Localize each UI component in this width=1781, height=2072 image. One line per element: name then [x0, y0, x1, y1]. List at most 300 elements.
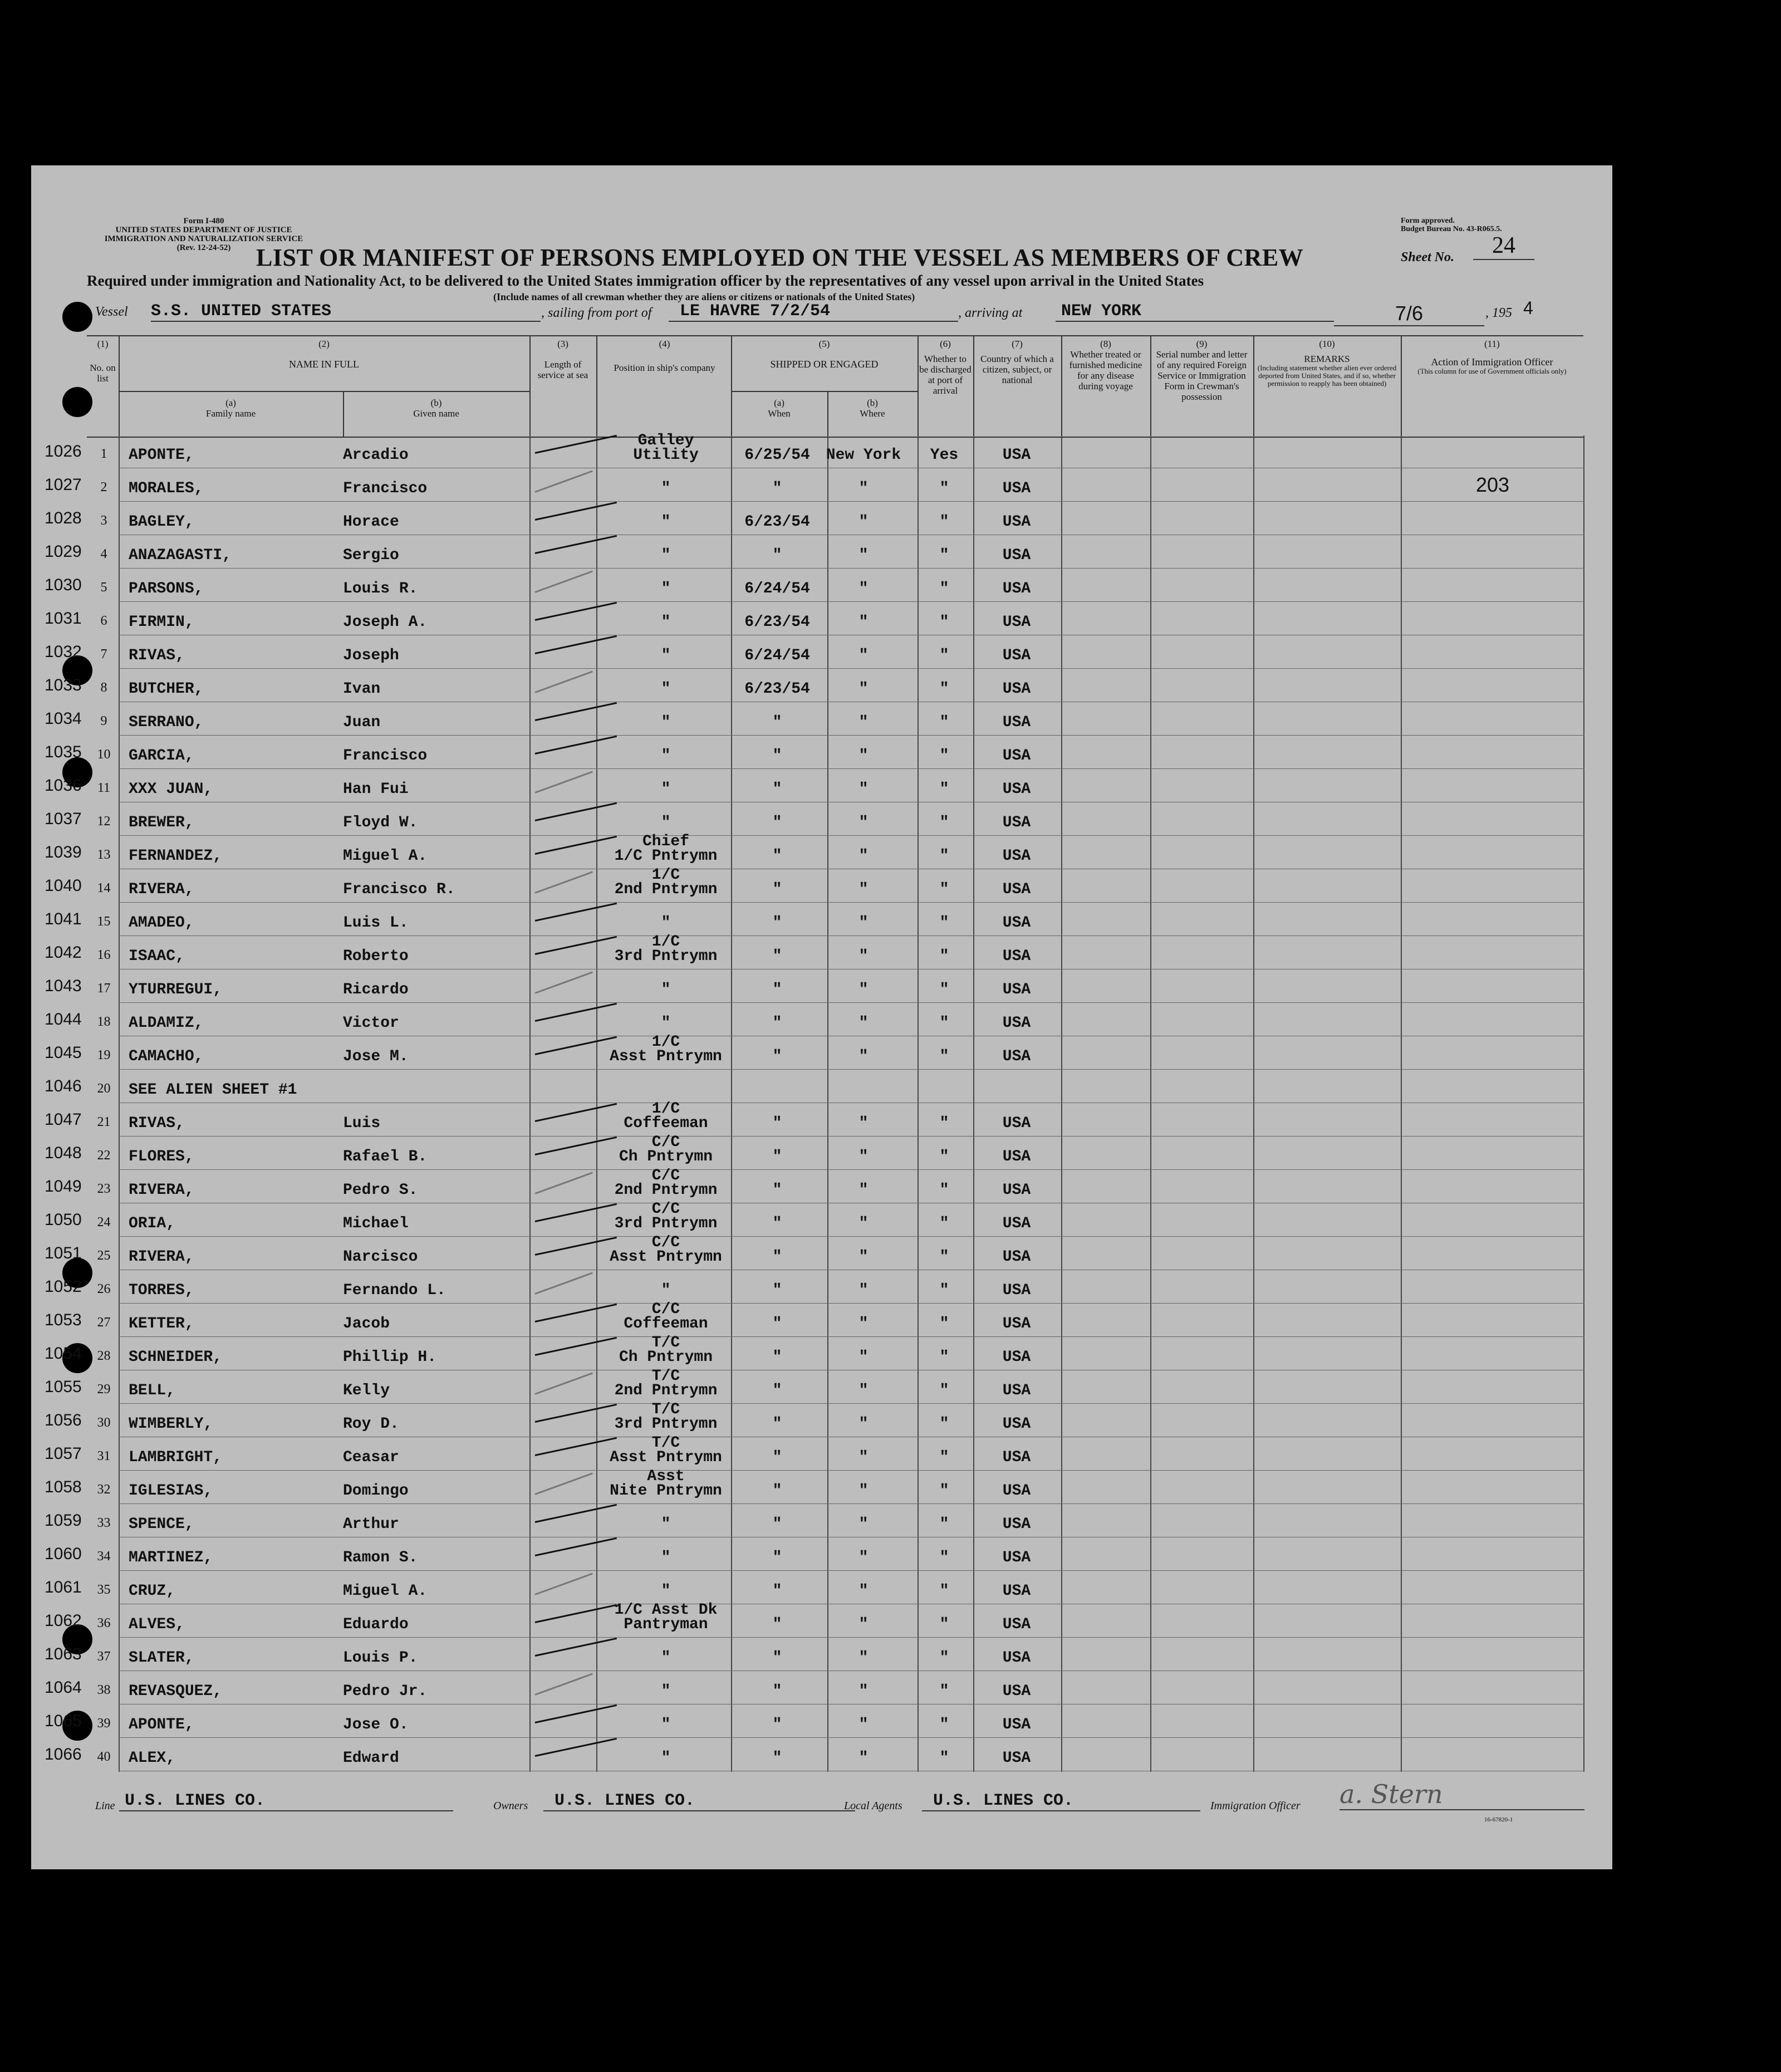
- cell-given: Eduardo: [343, 1616, 409, 1633]
- cell-dis: ": [939, 1649, 949, 1667]
- cell-family: TORRES,: [129, 1282, 194, 1299]
- vessel-name: S.S. UNITED STATES: [151, 302, 541, 322]
- cell-dis: ": [939, 480, 949, 497]
- service-check-mark: [534, 971, 592, 993]
- cell-position-line2: ": [661, 547, 671, 564]
- pencil-list-number: 1048: [45, 1144, 82, 1162]
- cell-position-line2: ": [661, 1649, 671, 1667]
- cell-family: APONTE,: [129, 1716, 194, 1733]
- cell-when: ": [772, 981, 782, 998]
- pencil-list-number: 1062: [45, 1611, 82, 1630]
- cell-position-line1: Chief: [642, 833, 689, 850]
- cell-country: USA: [1002, 1616, 1031, 1633]
- pencil-list-number: 1045: [45, 1044, 82, 1062]
- cell-dis: ": [939, 981, 949, 998]
- row-number: 19: [97, 1048, 111, 1062]
- table-row: [31, 432, 1612, 469]
- table-row: [31, 1334, 1612, 1371]
- cell-country: USA: [1002, 881, 1031, 898]
- row-rule: [119, 1169, 1584, 1170]
- col11-header: Action of Immigration Officer: [1431, 356, 1553, 368]
- cell-given: Kelly: [343, 1382, 390, 1399]
- col4-header: Position in ship's company: [614, 363, 715, 373]
- pencil-list-number: 1050: [45, 1211, 82, 1229]
- table-row: [31, 970, 1612, 1003]
- cell-position-line2: ": [661, 1282, 671, 1299]
- cell-family: RIVERA,: [129, 881, 194, 898]
- row-number: 23: [97, 1182, 111, 1196]
- cell-where: ": [858, 680, 869, 698]
- cell-family: FERNANDEZ,: [129, 848, 223, 865]
- pencil-list-number: 1029: [45, 542, 82, 561]
- cell-position-line2: ": [661, 1683, 671, 1700]
- pencil-list-number: 1043: [45, 977, 82, 995]
- cell-country: USA: [1002, 948, 1031, 965]
- cell-where: ": [858, 848, 869, 865]
- table-row: [31, 1100, 1612, 1137]
- table-row: [31, 803, 1612, 836]
- row-number: 34: [97, 1549, 111, 1564]
- table-row: [31, 1167, 1612, 1204]
- pencil-list-number: 1047: [45, 1110, 82, 1129]
- cell-family: XXX JUAN,: [129, 781, 213, 798]
- table-row: [31, 536, 1612, 569]
- row-number: 4: [100, 547, 107, 561]
- cell-position-line2: ": [661, 914, 671, 932]
- cell-position-line1: 1/C Asst Dk: [614, 1601, 718, 1619]
- cell-dis: ": [939, 1616, 949, 1633]
- cell-country: USA: [1002, 480, 1031, 497]
- col7-header: Country of which a citizen, subject, or national: [980, 354, 1054, 385]
- pencil-list-number: 1044: [45, 1010, 82, 1028]
- cell-given: Jacob: [343, 1315, 390, 1333]
- cell-family: ANAZAGASTI,: [129, 547, 232, 564]
- row-rule: [119, 1069, 1584, 1070]
- cell-given: Narcisco: [343, 1248, 418, 1266]
- cell-country: USA: [1002, 614, 1031, 631]
- cell-family: FIRMIN,: [129, 614, 194, 631]
- cell-country: USA: [1002, 914, 1031, 932]
- table-row: [31, 669, 1612, 703]
- cell-position-line2: ": [661, 1516, 671, 1533]
- cell-where: ": [858, 1549, 869, 1566]
- cell-dis: ": [939, 1415, 949, 1433]
- pencil-list-number: 1058: [45, 1478, 82, 1496]
- row-number: 40: [97, 1750, 111, 1764]
- row-number: 16: [97, 948, 111, 962]
- col4-number: (4): [659, 339, 670, 349]
- cell-given: Luis L.: [343, 914, 409, 932]
- cell-given: Michael: [343, 1215, 409, 1232]
- cell-given: Jose M.: [343, 1048, 409, 1065]
- cell-when: 6/24/54: [744, 647, 810, 664]
- row-rule: [119, 935, 1584, 936]
- cell-when: ": [772, 914, 782, 932]
- cell-position-line2: Asst Pntrymn: [610, 1449, 722, 1466]
- pencil-list-number: 1046: [45, 1077, 82, 1095]
- cell-when: 6/23/54: [744, 513, 810, 531]
- col11-subheader: (This column for use of Government officials only): [1417, 367, 1567, 375]
- col6-header: Whether to be discharged at port of arrival: [919, 354, 972, 396]
- crew-table: [31, 432, 1612, 1774]
- row-rule: [119, 568, 1584, 569]
- cell-dis: ": [939, 1115, 949, 1132]
- table-row: [31, 1134, 1612, 1170]
- cell-position-line2: ": [661, 747, 671, 765]
- pencil-list-number: 1061: [45, 1578, 82, 1596]
- cell-position-line2: ": [661, 680, 671, 698]
- cell-where: ": [858, 948, 869, 965]
- cell-dis: Yes: [930, 447, 959, 464]
- cell-given: Pedro Jr.: [343, 1683, 428, 1700]
- cell-given: Jose O.: [343, 1716, 409, 1733]
- row-rule: [119, 601, 1584, 602]
- table-row: [31, 866, 1612, 903]
- sheet-label: Sheet No.: [1401, 250, 1454, 264]
- row-rule: [119, 1403, 1584, 1404]
- col6-number: (6): [940, 339, 951, 349]
- cell-position-line2: 3rd Pntrymn: [614, 1415, 718, 1433]
- row-rule: [119, 768, 1584, 769]
- cell-when: ": [772, 1382, 782, 1399]
- port-to: NEW YORK: [1056, 302, 1334, 322]
- cell-where: ": [858, 580, 869, 597]
- cell-dis: ": [939, 1449, 949, 1466]
- row-rule: [119, 1570, 1584, 1571]
- col9-header: Serial number and letter of any required Foreign Service or Immigration Form in Crewman's possession: [1156, 349, 1248, 402]
- cell-family: YTURREGUI,: [129, 981, 223, 998]
- cell-dis: ": [939, 714, 949, 731]
- cell-country: USA: [1002, 1415, 1031, 1433]
- cell-where: ": [858, 647, 869, 664]
- revision: (Rev. 12-24-52): [176, 243, 231, 252]
- cell-position-line2: 2nd Pntrymn: [614, 1382, 718, 1399]
- cell-where: ": [858, 1048, 869, 1065]
- cell-position-line2: Coffeeman: [624, 1115, 708, 1132]
- cell-family: ALVES,: [129, 1616, 185, 1633]
- vessel-label: Vessel: [95, 305, 128, 319]
- cell-dis: ": [939, 1382, 949, 1399]
- cell-dis: ": [939, 1750, 949, 1767]
- cell-country: USA: [1002, 781, 1031, 798]
- pencil-list-number: 1039: [45, 843, 82, 861]
- col5b-header: Where: [860, 408, 885, 419]
- cell-country: USA: [1002, 1482, 1031, 1500]
- cell-dis: ": [939, 614, 949, 631]
- cell-where: ": [858, 981, 869, 998]
- cell-country: USA: [1002, 714, 1031, 731]
- cell-position-line2: 3rd Pntrymn: [614, 948, 718, 965]
- col10-number: (10): [1319, 339, 1335, 349]
- cell-country: USA: [1002, 647, 1031, 664]
- col5-number: (5): [818, 339, 830, 349]
- pencil-list-number: 1056: [45, 1411, 82, 1429]
- row-rule: [119, 1637, 1584, 1638]
- row-number: 6: [100, 614, 107, 628]
- cell-given: Rafael B.: [343, 1148, 428, 1165]
- cell-where: ": [858, 714, 869, 731]
- row-number: 37: [97, 1649, 111, 1664]
- col1-header: No. on list: [90, 363, 116, 384]
- col7-number: (7): [1012, 339, 1023, 349]
- cell-when: ": [772, 1750, 782, 1767]
- cell-when: ": [772, 1048, 782, 1065]
- cell-dis: ": [939, 1516, 949, 1533]
- table-row: [31, 1271, 1612, 1304]
- cell-family: PARSONS,: [129, 580, 204, 597]
- pencil-list-number: 1053: [45, 1311, 82, 1329]
- table-row: [31, 1505, 1612, 1538]
- table-row: [31, 1571, 1612, 1605]
- budget-bureau: Budget Bureau No. 43-R065.5.: [1401, 225, 1502, 233]
- cell-when: ": [772, 1148, 782, 1165]
- cell-country: USA: [1002, 1315, 1031, 1333]
- cell-dis: ": [939, 1048, 949, 1065]
- table-row: [31, 1033, 1612, 1070]
- col2b-header: Given name: [413, 408, 459, 419]
- cell-dis: ": [939, 1315, 949, 1333]
- cell-country: USA: [1002, 1750, 1031, 1767]
- cell-family: SERRANO,: [129, 714, 204, 731]
- pencil-list-number: 1051: [45, 1244, 82, 1262]
- cell-family: IGLESIAS,: [129, 1482, 213, 1500]
- cell-when: ": [772, 1315, 782, 1333]
- cell-dis: ": [939, 580, 949, 597]
- punch-hole: [62, 302, 92, 332]
- cell-where: ": [858, 881, 869, 898]
- cell-country: USA: [1002, 680, 1031, 698]
- arriving-label: , arriving at: [958, 306, 1023, 320]
- cell-given: Louis R.: [343, 580, 418, 597]
- cell-when: ": [772, 1549, 782, 1566]
- row-rule: [119, 835, 1584, 836]
- row-number: 1: [100, 447, 107, 461]
- table-row: [31, 833, 1612, 870]
- cell-country: USA: [1002, 1215, 1031, 1232]
- cell-family: ALEX,: [129, 1750, 176, 1767]
- cell-where: ": [858, 1516, 869, 1533]
- cell-family: MORALES,: [129, 480, 204, 497]
- cell-position-line1: T/C: [651, 1434, 680, 1452]
- pencil-list-number: 1049: [45, 1177, 82, 1196]
- pencil-list-number: 1040: [45, 876, 82, 895]
- table-row: [31, 1468, 1612, 1505]
- pencil-list-number: 1033: [45, 676, 82, 694]
- cell-when: ": [772, 1015, 782, 1032]
- cell-when: ": [772, 781, 782, 798]
- pencil-list-number: 1036: [45, 776, 82, 795]
- col2-number: (2): [318, 339, 330, 349]
- row-number: 7: [100, 647, 107, 662]
- cell-where: ": [858, 1683, 869, 1700]
- form-number: Form I-480: [183, 217, 224, 226]
- row-rule: [119, 1737, 1584, 1738]
- table-row: [31, 736, 1612, 770]
- cell-dis: ": [939, 1015, 949, 1032]
- service-check-mark: [534, 1272, 592, 1294]
- cell-when: ": [772, 1215, 782, 1232]
- pencil-list-number: 1064: [45, 1678, 82, 1697]
- cell-where: ": [858, 781, 869, 798]
- subtitle: Required under immigration and Nationality Act, to be delivered to the United States immigration officer by the representatives of any vessel upon arrival in the United States: [87, 272, 1204, 289]
- row-rule: [119, 1002, 1584, 1003]
- table-row: [31, 1538, 1612, 1571]
- table-row: [31, 1201, 1612, 1237]
- cell-country: USA: [1002, 1115, 1031, 1132]
- cell-when: ": [772, 1616, 782, 1633]
- cell-given: Francisco R.: [343, 881, 455, 898]
- row-rule: [119, 735, 1584, 736]
- cell-family: KETTER,: [129, 1315, 194, 1333]
- cell-family: SEE ALIEN SHEET #1: [129, 1081, 297, 1099]
- cell-position-line1: C/C: [651, 1301, 680, 1318]
- cell-given: Sergio: [343, 547, 399, 564]
- cell-country: USA: [1002, 1248, 1031, 1266]
- cell-position-line2: ": [661, 981, 671, 998]
- cell-position-line2: Utility: [633, 447, 699, 464]
- col5a-header: When: [768, 408, 791, 419]
- col5-header: SHIPPED OR ENGAGED: [770, 359, 879, 370]
- pencil-list-number: 1059: [45, 1511, 82, 1530]
- cell-family: REVASQUEZ,: [129, 1683, 223, 1700]
- cell-position-line2: Pantryman: [624, 1616, 708, 1633]
- cell-country: USA: [1002, 1583, 1031, 1600]
- row-number: 14: [97, 881, 111, 895]
- table-row: [31, 703, 1612, 736]
- col10-subheader: (Including statement whether alien ever ordered deported from United States, and if so, whether permission to reapply has been obtained): [1257, 364, 1397, 388]
- cell-position-line2: ": [661, 480, 671, 497]
- cell-where: ": [858, 1616, 869, 1633]
- cell-position-line2: ": [661, 1716, 671, 1733]
- row-number: 21: [97, 1115, 111, 1129]
- cell-dis: ": [939, 1482, 949, 1500]
- cell-family: CRUZ,: [129, 1583, 176, 1600]
- cell-given: Floyd W.: [343, 814, 418, 831]
- table-row: [31, 1672, 1612, 1705]
- cell-family: BREWER,: [129, 814, 194, 831]
- row-rule: [119, 1236, 1584, 1237]
- service: IMMIGRATION AND NATURALIZATION SERVICE: [104, 234, 303, 243]
- cell-family: BAGLEY,: [129, 513, 194, 531]
- cell-country: USA: [1002, 1382, 1031, 1399]
- pencil-list-number: 1063: [45, 1645, 82, 1663]
- pencil-list-number: 1028: [45, 509, 82, 527]
- cell-where: New York: [826, 447, 901, 464]
- cell-where: ": [858, 547, 869, 564]
- row-number: 36: [97, 1616, 111, 1630]
- cell-dis: ": [939, 914, 949, 932]
- cell-position-line1: T/C: [651, 1401, 680, 1418]
- row-number: 35: [97, 1583, 111, 1597]
- form-code: 16-67820-1: [1484, 1816, 1513, 1823]
- row-rule: [119, 501, 1584, 502]
- cell-dis: ": [939, 747, 949, 765]
- cell-position-line2: 2nd Pntrymn: [614, 1182, 718, 1199]
- cell-position-line2: 2nd Pntrymn: [614, 881, 718, 898]
- cell-where: ": [858, 747, 869, 765]
- cell-where: ": [858, 1583, 869, 1600]
- pencil-list-number: 1065: [45, 1712, 82, 1730]
- cell-when: ": [772, 547, 782, 564]
- pencil-list-number: 1031: [45, 609, 82, 628]
- cell-when: ": [772, 714, 782, 731]
- row-rule: [119, 668, 1584, 669]
- cell-given: Roy D.: [343, 1415, 399, 1433]
- table-row: [31, 636, 1612, 669]
- cell-when: 6/23/54: [744, 614, 810, 631]
- port-from: LE HAVRE 7/2/54: [669, 302, 958, 322]
- line-value: U.S. LINES CO.: [119, 1791, 453, 1811]
- cell-family: ALDAMIZ,: [129, 1015, 204, 1032]
- cell-country: USA: [1002, 1349, 1031, 1366]
- service-check-mark: [534, 871, 592, 893]
- cell-when: 6/24/54: [744, 580, 810, 597]
- row-number: 15: [97, 914, 111, 929]
- cell-family: RIVERA,: [129, 1182, 194, 1199]
- cell-given: Edward: [343, 1750, 399, 1767]
- year-label: , 195: [1485, 306, 1512, 320]
- table-row: [31, 1368, 1612, 1404]
- cell-given: Horace: [343, 513, 399, 531]
- cell-dis: ": [939, 1148, 949, 1165]
- table-row: [31, 1234, 1612, 1271]
- cell-when: ": [772, 747, 782, 765]
- cell-position-line2: 1/C Pntrymn: [614, 848, 718, 865]
- cell-country: USA: [1002, 580, 1031, 597]
- cell-where: ": [858, 1382, 869, 1399]
- row-rule: [119, 1336, 1584, 1337]
- table-row: [31, 1705, 1612, 1738]
- row-number: 29: [97, 1382, 111, 1397]
- cell-position-line2: Asst Pntrymn: [610, 1048, 722, 1065]
- table-row: [31, 1070, 1612, 1104]
- cell-family: ORIA,: [129, 1215, 176, 1232]
- pencil-list-number: 1066: [45, 1745, 82, 1764]
- col1-number: (1): [97, 339, 109, 349]
- cell-given: Ivan: [343, 680, 381, 698]
- cell-dis: ": [939, 547, 949, 564]
- cell-where: ": [858, 1282, 869, 1299]
- pencil-list-number: 1034: [45, 709, 82, 728]
- table-row: [31, 1738, 1612, 1772]
- cell-family: RIVAS,: [129, 647, 185, 664]
- service-check-mark: [534, 570, 592, 592]
- cell-position-line2: Nite Pntrymn: [610, 1482, 722, 1500]
- cell-family: LAMBRIGHT,: [129, 1449, 223, 1466]
- cell-family: APONTE,: [129, 447, 194, 464]
- cell-where: ": [858, 1015, 869, 1032]
- table-row: [31, 1301, 1612, 1338]
- row-rule: [119, 1303, 1584, 1304]
- cell-position-line2: ": [661, 580, 671, 597]
- cell-position-line2: ": [661, 1750, 671, 1767]
- cell-dis: ": [939, 948, 949, 965]
- cell-when: 6/23/54: [744, 680, 810, 698]
- service-check-mark: [534, 1372, 592, 1394]
- table-row: [31, 1638, 1612, 1672]
- cell-position-line2: ": [661, 1583, 671, 1600]
- cell-position-line2: ": [661, 1015, 671, 1032]
- row-number: 27: [97, 1315, 111, 1330]
- col2a-header: Family name: [205, 408, 256, 419]
- cell-family: BUTCHER,: [129, 680, 204, 698]
- pencil-list-number: 1055: [45, 1378, 82, 1396]
- cell-country: USA: [1002, 547, 1031, 564]
- service-check-mark: [534, 1472, 592, 1495]
- cell-dis: ": [939, 1716, 949, 1733]
- cell-position-line1: Asst: [647, 1468, 685, 1485]
- cell-action: 203: [1475, 473, 1510, 496]
